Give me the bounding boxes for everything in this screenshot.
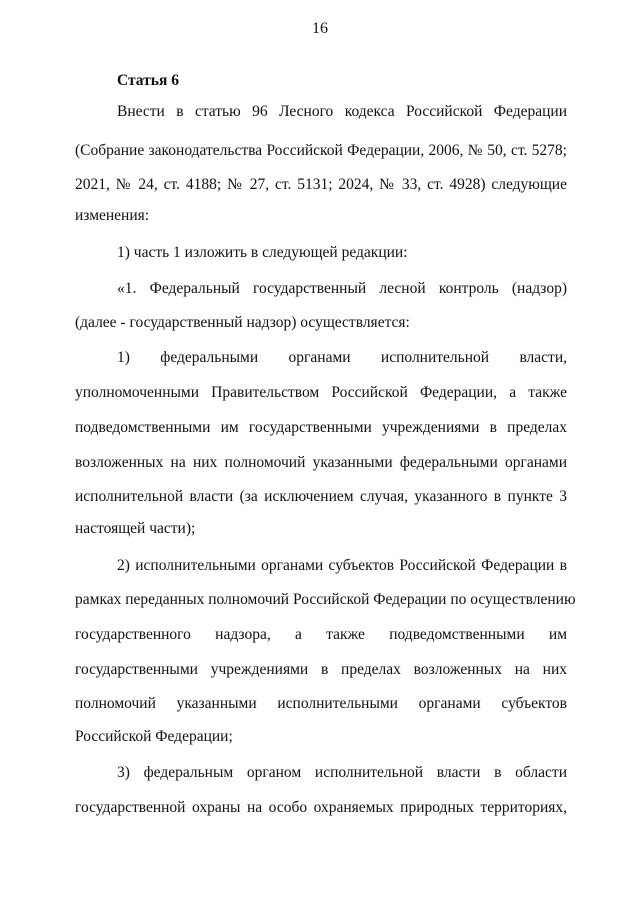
text-line: (Собрание законодательства Российской Федерации, 2006, № 50, ст. 5278; [75, 142, 567, 159]
text-line: 1) часть 1 изложить в следующей редакции: [117, 244, 408, 261]
text-line: 2021, № 24, ст. 4188; № 27, ст. 5131; 2024, № 33, ст. 4928) следующие [75, 176, 567, 193]
text-line: возложенных на них полномочий указанными федеральными органами [75, 454, 567, 471]
article-heading: Статья 6 [117, 72, 179, 89]
text-line: изменения: [75, 207, 150, 224]
text-line: 3) федеральным органом исполнительной власти в области [117, 764, 567, 781]
text-line: настоящей части); [75, 520, 196, 537]
text-line: Российской Федерации; [75, 728, 233, 745]
text-line: государственными учреждениями в пределах возложенных на них [75, 661, 567, 678]
text-line: (далее - государственный надзор) осуществляется: [75, 314, 410, 331]
text-line: Внести в статью 96 Лесного кодекса Российской Федерации [117, 103, 567, 120]
text-line: исполнительной власти (за исключением случая, указанного в пункте 3 [75, 488, 567, 505]
text-line: государственной охраны на особо охраняемых природных территориях, [75, 799, 567, 816]
text-line: полномочий указанными исполнительными органами субъектов [75, 695, 567, 712]
text-line: подведомственными им государственными учреждениями в пределах [75, 419, 567, 436]
text-line: 2) исполнительными органами субъектов Российской Федерации в [117, 557, 567, 574]
text-line: 1) федеральными органами исполнительной власти, [117, 349, 567, 366]
text-line: государственного надзора, а также подведомственными им [75, 626, 567, 643]
text-line: рамках переданных полномочий Российской Федерации по осуществлению [75, 591, 576, 608]
text-line: уполномоченными Правительством Российской Федерации, а также [75, 384, 567, 401]
page-number: 16 [312, 20, 328, 37]
text-line: «1. Федеральный государственный лесной контроль (надзор) [117, 280, 567, 297]
